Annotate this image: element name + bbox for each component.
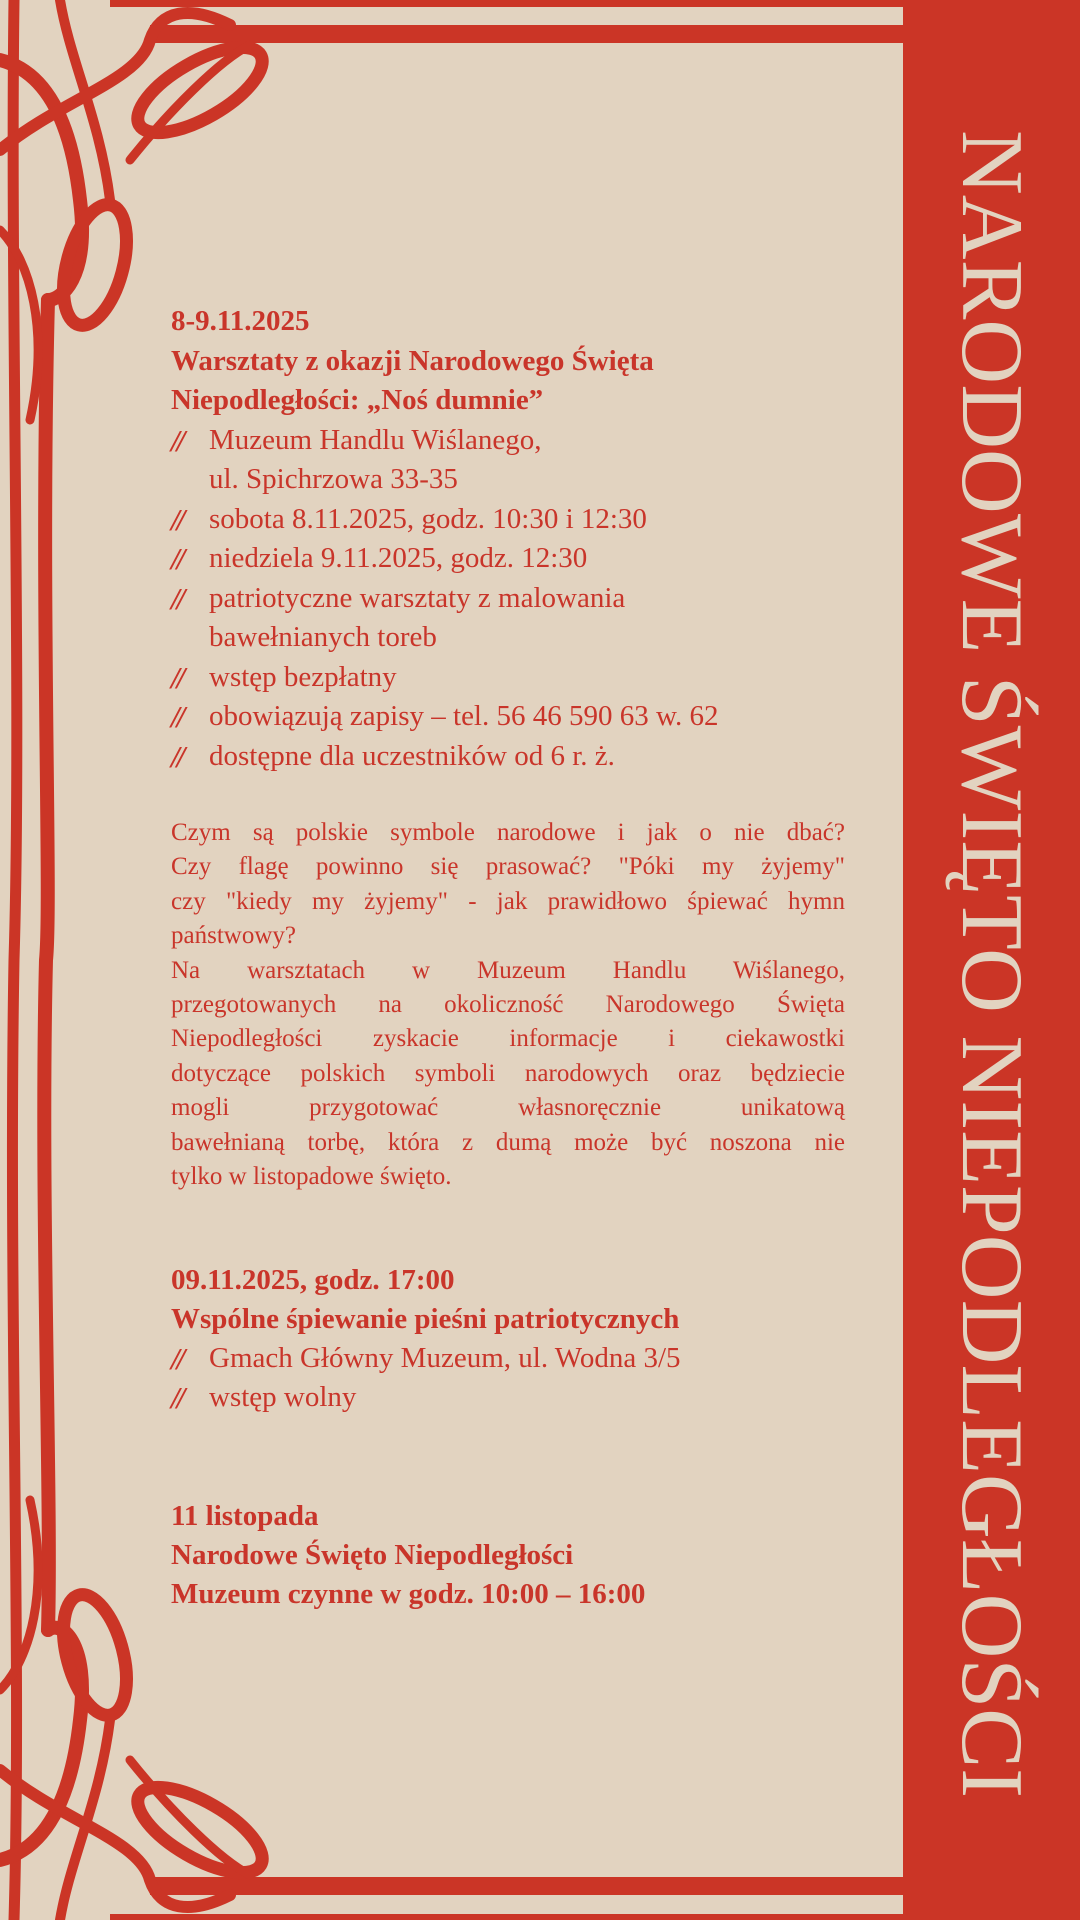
event-detail: // obowiązują zapisy – tel. 56 46 590 63 w. 62 (171, 697, 719, 737)
event-detail: // wstęp wolny (171, 1380, 357, 1415)
event-detail: // dostępne dla uczestników od 6 r. ż. (171, 737, 719, 777)
event-detail: // wstęp bezpłatny (171, 658, 719, 698)
event-date: 11 listopada (171, 1500, 319, 1532)
bullet-slash-icon: // (171, 541, 183, 576)
title-sidebar (903, 0, 1080, 1920)
event-date: 09.11.2025, godz. 17:00 (171, 1264, 455, 1296)
event-detail: // sobota 8.11.2025, godz. 10:30 i 12:30 (171, 500, 719, 540)
bullet-slash-icon: // (171, 699, 183, 734)
event-detail: // Gmach Główny Muzeum, ul. Wodna 3/5 (171, 1341, 681, 1376)
event-title-line: Niepodległości: „Noś dumnie” (171, 384, 544, 416)
bullet-slash-icon: // (171, 422, 183, 458)
event-title: Wspólne śpiewanie pieśni patriotycznych (171, 1303, 680, 1335)
vertical-title: NARODOWE ŚWIĘTO NIEPODLEGŁOŚCI (943, 130, 1040, 1766)
event-singing (171, 1261, 681, 1417)
event-workshops (171, 302, 719, 776)
event-description: Czym są polskie symbole narodowe i jak o nie dbać? Czy flagę powinno się prasować? "Póki my żyjemy" czy "kiedy my żyjemy" - jak prawidłowo śpiewać hymn państwowy? Na warsztatach w Muzeum Handlu Wiślanego, przegotowanych na okoliczność Narodowego Święta Niepodległości zyskacie informacje i ciekawostki dotyczące polskich symboli narodowych oraz będziecie mogli przygotować własnoręcznie unikatową bawełnianą torbę, która z dumą może być noszona nie tylko w listopadowe święto. (171, 819, 845, 1191)
opening-hours: Muzeum czynne w godz. 10:00 – 16:00 (171, 1578, 646, 1610)
bullet-slash-icon: // (171, 1341, 183, 1376)
bullet-slash-icon: // (171, 1380, 183, 1415)
event-title-line: Warsztaty z okazji Narodowego Święta (171, 344, 654, 377)
event-detail: // Muzeum Handlu Wiślanego, ul. Spichrzowa 33-35 (171, 421, 719, 500)
event-detail: // patriotyczne warsztaty z malowania bawełnianych toreb (171, 579, 719, 658)
event-title: Narodowe Święto Niepodległości (171, 1539, 574, 1571)
bullet-slash-icon: // (171, 580, 183, 616)
bullet-slash-icon: // (171, 659, 183, 695)
event-date: 8-9.11.2025 (171, 305, 310, 337)
event-holiday (171, 1497, 645, 1614)
event-detail: // niedziela 9.11.2025, godz. 12:30 (171, 539, 719, 579)
bullet-slash-icon: // (171, 738, 183, 774)
bullet-slash-icon: // (171, 501, 183, 537)
